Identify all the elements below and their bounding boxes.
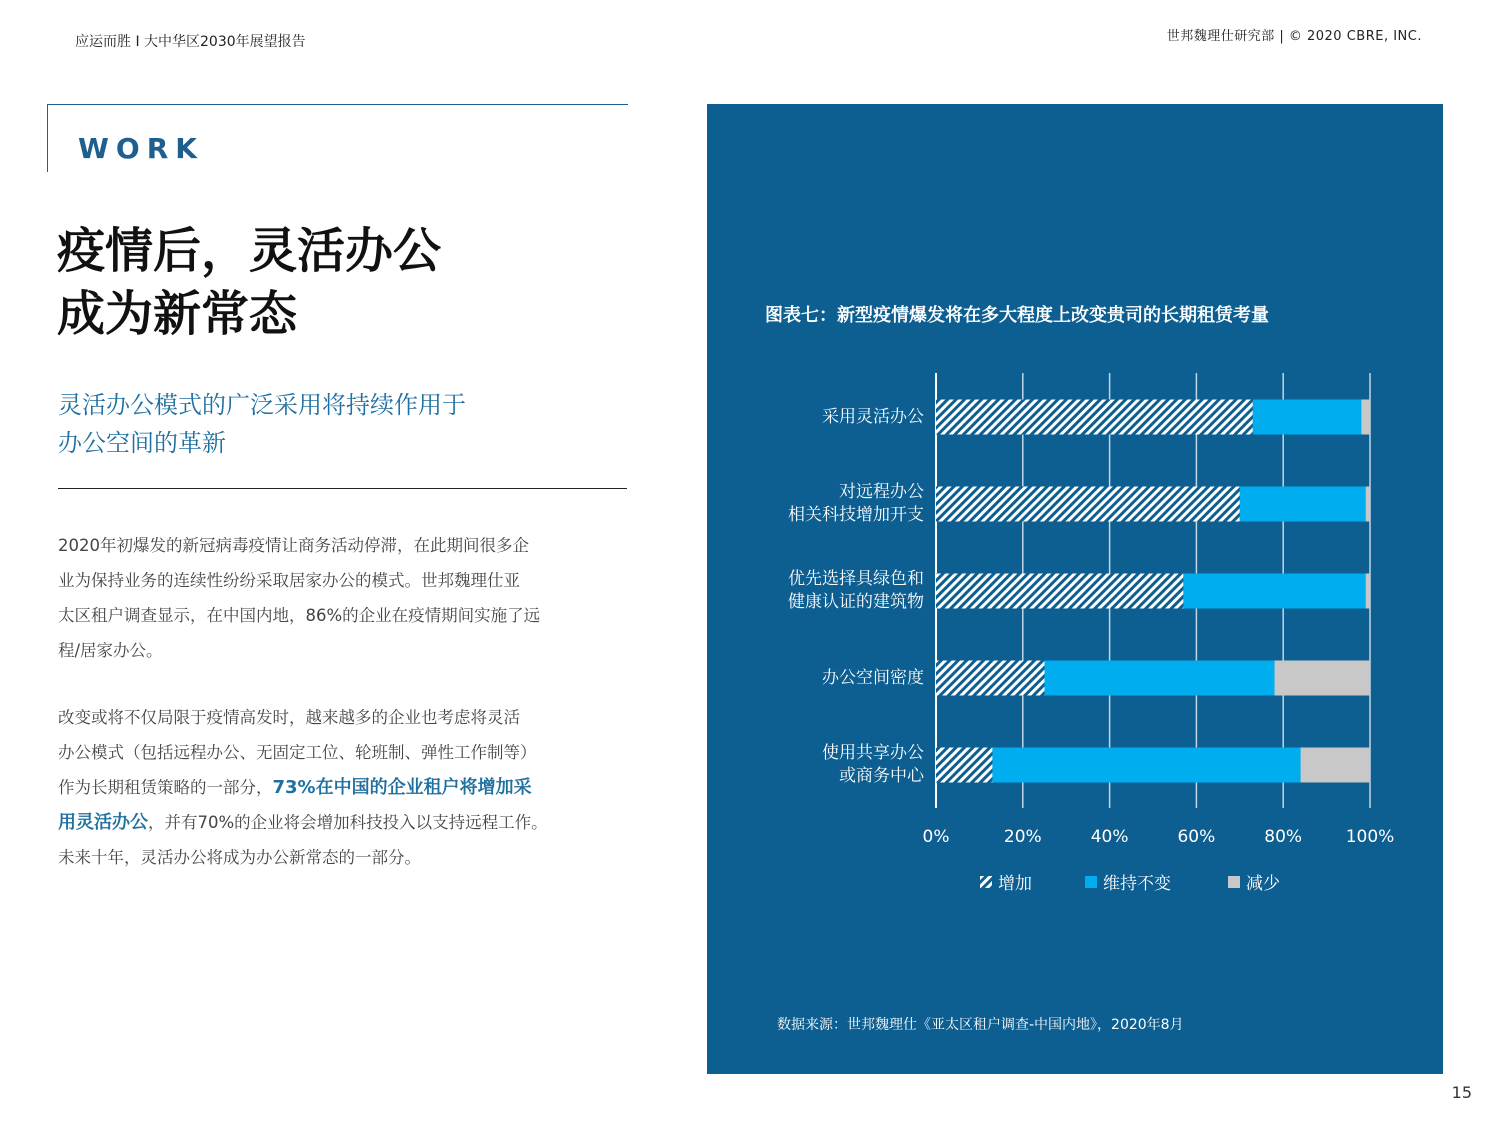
bar-segment-same [1045, 661, 1275, 696]
bar-segment-increase [936, 748, 992, 783]
bar-segment-increase [936, 400, 1253, 435]
header-report-title: 应运而胜 I 大中华区2030年展望报告 [75, 34, 306, 50]
paragraph-1-line: 程/居家办公。 [58, 641, 163, 660]
page-number: 15 [1451, 1083, 1472, 1102]
category-label [749, 481, 924, 527]
bar-segment-decrease [1275, 661, 1370, 696]
bar-segment-same [1253, 400, 1362, 435]
bar-segment-increase [936, 487, 1240, 522]
bars [936, 400, 1370, 783]
section-label: WORK [78, 132, 204, 165]
legend-swatch-blue [1085, 876, 1097, 888]
highlight-text: 73%在中国的企业租户将增加采 [272, 777, 532, 798]
x-tick-label: 60% [1177, 827, 1216, 847]
header-copyright: 世邦魏理仕研究部 | © 2020 CBRE, INC. [1166, 29, 1422, 44]
legend-label: 减少 [1246, 874, 1280, 894]
category-label-line: 对远程办公 [839, 482, 924, 502]
chart-source: 数据来源：世邦魏理仕《亚太区租户调查-中国内地》，2020年8月 [777, 1017, 1184, 1033]
legend-item-increase [980, 869, 1032, 894]
paragraph-1-line: 业为保持业务的连续性纷纷采取居家办公的模式。世邦魏理仕亚 [58, 571, 520, 590]
paragraph-2-text: 作为长期租赁策略的一部分， [58, 778, 273, 797]
page-subtitle-line-1: 灵活办公模式的广泛采用将持续作用于 [58, 391, 466, 419]
legend-swatch-grey [1228, 876, 1240, 888]
highlight-text: 用灵活办公 [58, 812, 148, 833]
category-label-line: 或商务中心 [839, 766, 924, 786]
bar-segment-same [992, 748, 1300, 783]
bar-segment-decrease [1301, 748, 1370, 783]
bar-segment-same [1240, 487, 1366, 522]
legend-label: 增加 [998, 874, 1032, 894]
paragraph-1-line: 2020年初爆发的新冠病毒疫情让商务活动停滞，在此期间很多企 [58, 536, 529, 555]
category-label-line: 使用共享办公 [822, 743, 924, 763]
category-label [749, 667, 924, 690]
x-tick-label: 40% [1090, 827, 1129, 847]
paragraph-2-line: 办公模式（包括远程办公、无固定工位、轮班制、弹性工作制等） [58, 743, 537, 762]
legend-item-decrease [1228, 869, 1280, 894]
paragraph-2-line: 改变或将不仅局限于疫情高发时，越来越多的企业也考虑将灵活 [58, 708, 520, 727]
paragraph-2-line: 未来十年，灵活办公将成为办公新常态的一部分。 [58, 848, 421, 867]
bar-segment-increase [936, 661, 1045, 696]
paragraph-2-text: ，并有70%的企业将会增加科技投入以支持远程工作。 [148, 813, 548, 832]
page-subtitle-line-2: 办公空间的革新 [58, 429, 226, 457]
category-label-line: 优先选择具绿色和 [788, 569, 924, 589]
bar-segment-decrease [1366, 574, 1370, 609]
bar-segment-increase [936, 574, 1183, 609]
bar-segment-decrease [1361, 400, 1370, 435]
category-label [749, 742, 924, 788]
legend-swatch-hatched [980, 876, 992, 888]
bar-segment-same [1183, 574, 1365, 609]
chart-title: 图表七：新型疫情爆发将在多大程度上改变贵司的长期租赁考量 [765, 305, 1269, 326]
bar-segment-decrease [1366, 487, 1370, 522]
category-label [749, 406, 924, 429]
category-label-line: 办公空间密度 [822, 667, 924, 688]
page-title-line-1: 疫情后，灵活办公 [57, 223, 442, 279]
category-label-line: 健康认证的建筑物 [788, 592, 924, 612]
category-label-line: 相关科技增加开支 [788, 505, 924, 525]
legend-item-same [1085, 869, 1171, 894]
category-label [749, 568, 924, 614]
paragraph-1-line: 太区租户调查显示，在中国内地，86%的企业在疫情期间实施了远 [58, 606, 541, 625]
page-title-line-2: 成为新常态 [57, 286, 298, 342]
x-tick-label: 80% [1264, 827, 1303, 847]
x-tick-label: 100% [1345, 827, 1395, 847]
legend-label: 维持不变 [1103, 874, 1171, 894]
category-label-line: 采用灵活办公 [822, 406, 924, 427]
x-tick-label: 20% [1003, 827, 1042, 847]
x-tick-label: 0% [922, 827, 950, 847]
